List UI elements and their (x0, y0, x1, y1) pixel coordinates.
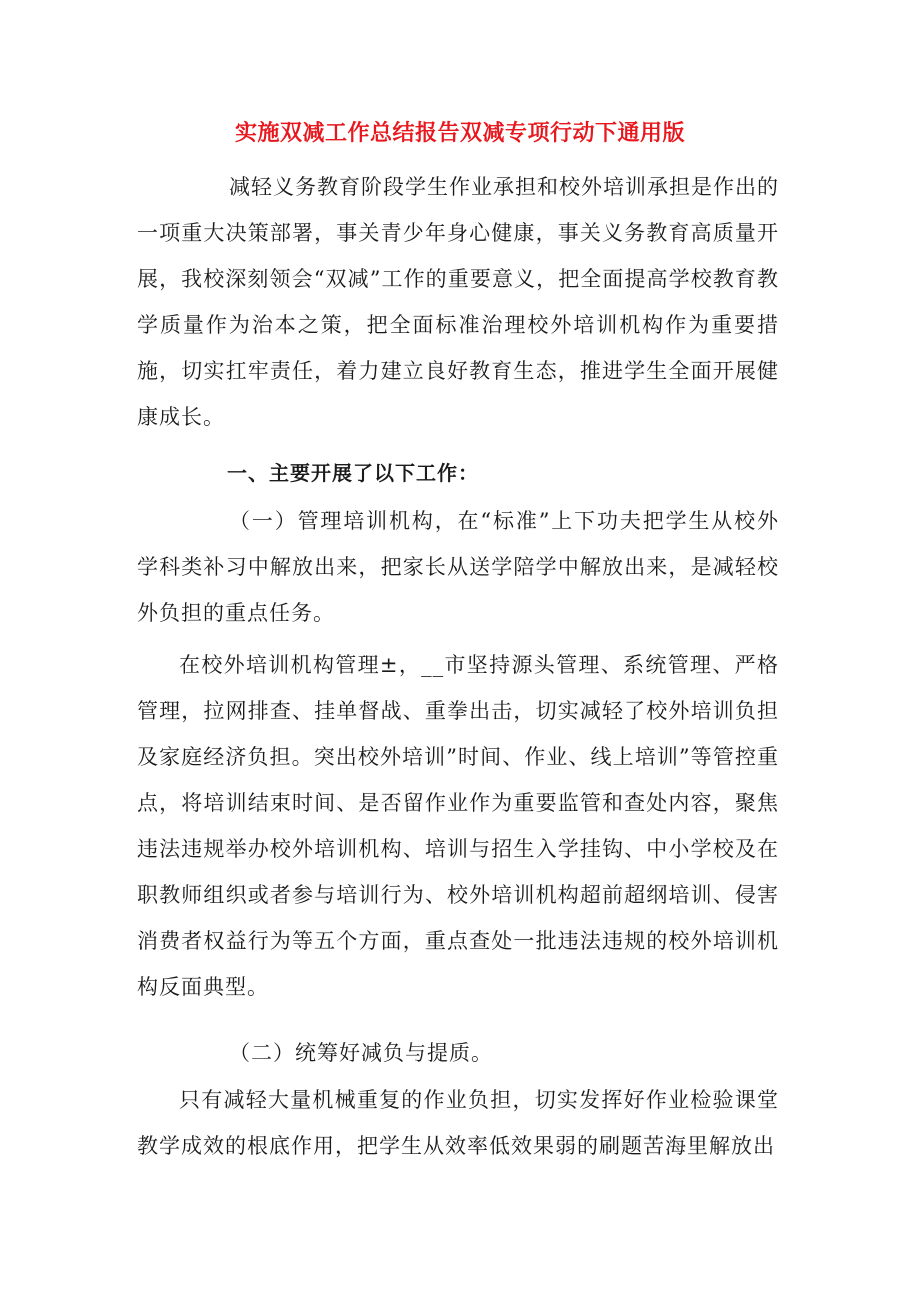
subsection-1-body: 在校外培训机构管理±，__市坚持源头管理、系统管理、严格管理，拉网排查、挂单督战、重拳出击，切实减轻了校外培训负担及家庭经济负担。突出校外培训”时间、作业、线上培训”等管控重点，将培训结束时间、是否留作业作为重要监管和查处内容，聚焦违法违规举办校外培训机构、培训与招生入学挂钩、中小学校及在职教师组织或者参与培训行为、校外培训机构超前超纲培训、侵害消费者权益行为等五个方面，重点查处一批违法违规的校外培训机构反面典型。 (137, 653, 779, 999)
subsection-2 (137, 1030, 779, 1076)
subsection-2-content (137, 1077, 779, 1169)
subsection-1-heading: （一）管理培训机构，在“标准”上下功夫把学生从校外学科类补习中解放出来，把家长从送学陪学中解放出来，是减轻校外负担的重点任务。 (137, 509, 779, 625)
subsection-1 (137, 498, 779, 636)
document-body (137, 164, 779, 440)
section-1 (137, 450, 779, 496)
subsection-2-heading: （二）统筹好减负与提质。 (229, 1041, 493, 1065)
intro-paragraph: 减轻义务教育阶段学生作业承担和校外培训承担是作出的一项重大决策部署，事关青少年身心健康，事关义务教育高质量开展，我校深刻领会“双减”工作的重要意义，把全面提高学校教育教学质量作为治本之策，把全面标准治理校外培训机构作为重要措施，切实扛牢责任，着力建立良好教育生态，推进学生全面开展健康成长。 (137, 175, 779, 429)
subsection-2-body: 只有减轻大量机械重复的作业负担，切实发挥好作业检验课堂教学成效的根底作用，把学生从效率低效果弱的刷题苦海里解放出 (137, 1088, 779, 1158)
document-title: 实施双减工作总结报告双减专项行动下通用版 (234, 121, 685, 146)
subsection-1-content (137, 642, 779, 1010)
section-heading: 一、主要开展了以下工作： (227, 461, 479, 485)
